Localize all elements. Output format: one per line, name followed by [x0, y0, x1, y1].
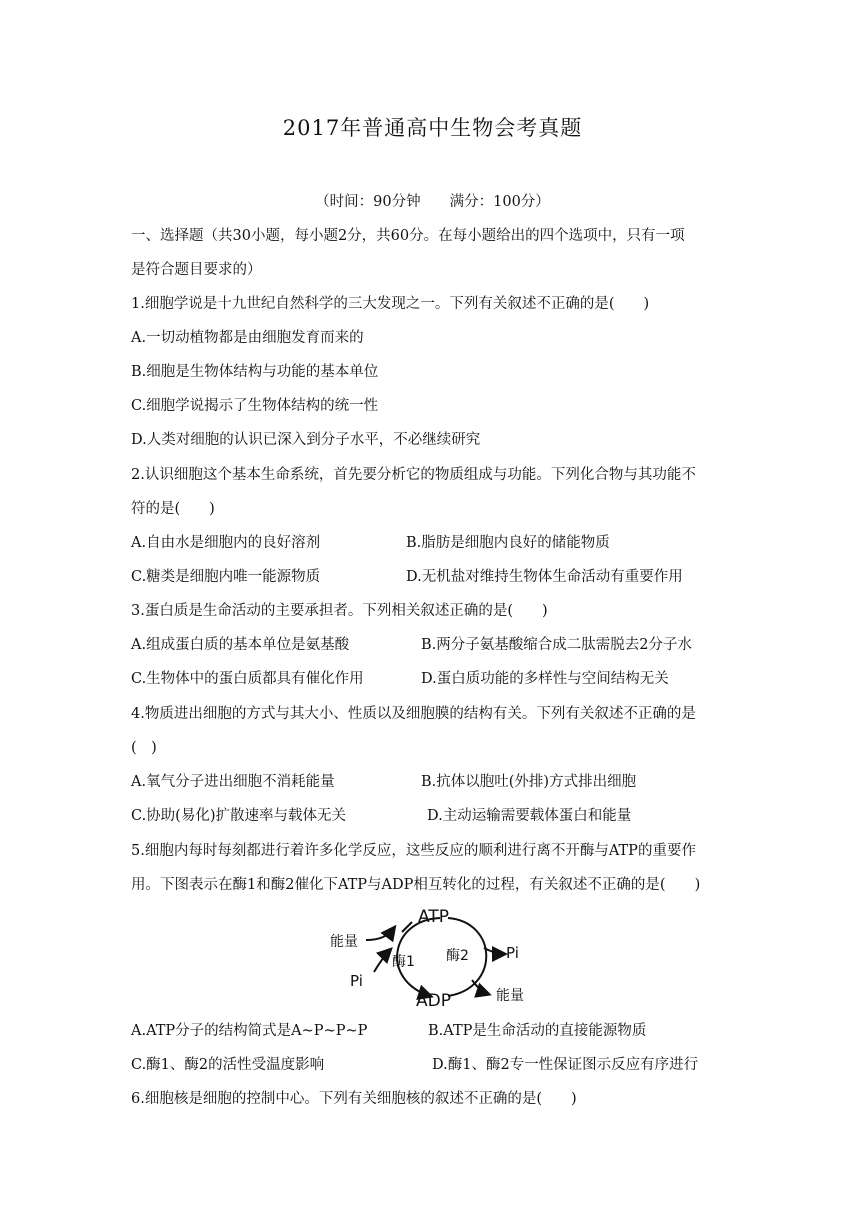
question-3-option-b: B.两分子氨基酸缩合成二肽需脱去2分子水 [421, 637, 692, 653]
question-4-option-b: B.抗体以胞吐(外排)方式排出细胞 [421, 774, 637, 790]
question-4-stem-line2: ( ) [131, 740, 157, 756]
question-5-option-a: A.ATP分子的结构简式是A~P~P~P [131, 1023, 368, 1039]
question-2-stem-line1: 2.认识细胞这个基本生命系统，首先要分析它的物质组成与功能。下列化合物与其功能不 [131, 467, 696, 483]
energy-in-label: 能量 [330, 934, 358, 950]
question-2-option-d: D.无机盐对维持生物体生命活动有重要作用 [406, 569, 683, 585]
question-4-option-c: C.协助(易化)扩散速率与载体无关 [131, 808, 346, 824]
energy-out-label: 能量 [496, 988, 524, 1004]
question-2-stem-line2: 符的是( ) [131, 501, 215, 517]
question-2-option-c: C.糖类是细胞内唯一能源物质 [131, 569, 321, 585]
question-1-option-d: D.人类对细胞的认识已深入到分子水平，不必继续研究 [131, 432, 481, 448]
question-1-option-c: C.细胞学说揭示了生物体结构的统一性 [131, 398, 379, 414]
atp-label: ATP [418, 907, 449, 927]
question-5-stem-line2: 用。下图表示在酶1和酶2催化下ATP与ADP相互转化的过程，有关叙述不正确的是( ) [131, 877, 701, 893]
question-3-option-a: A.组成蛋白质的基本单位是氨基酸 [131, 637, 350, 653]
question-3-option-c: C.生物体中的蛋白质都具有催化作用 [131, 671, 364, 687]
energy-in-arrow [366, 928, 394, 940]
question-4-option-a: A.氧气分子进出细胞不消耗能量 [131, 774, 335, 790]
pi-in-label: Pi [350, 972, 363, 990]
question-6-stem: 6.细胞核是细胞的控制中心。下列有关细胞核的叙述不正确的是( ) [131, 1091, 577, 1107]
exam-info: （时间：90分钟 满分：100分） [315, 194, 550, 210]
enzyme1-label: 酶1 [392, 954, 415, 970]
question-1-option-a: A.一切动植物都是由细胞发育而来的 [131, 330, 364, 346]
question-5-stem-line1: 5.细胞内每时每刻都进行着许多化学反应，这些反应的顺利进行离不开酶与ATP的重要作 [131, 843, 696, 859]
pi-in-arrow [374, 950, 390, 972]
atp-adp-cycle-diagram [320, 900, 560, 1010]
question-5-option-b: B.ATP是生命活动的直接能源物质 [428, 1023, 647, 1039]
question-3-stem: 3.蛋白质是生命活动的主要承担者。下列相关叙述正确的是( ) [131, 603, 548, 619]
question-1-stem: 1.细胞学说是十九世纪自然科学的三大发现之一。下列有关叙述不正确的是( ) [131, 296, 650, 312]
page-title: 2017年普通高中生物会考真题 [282, 116, 583, 140]
question-1-option-b: B.细胞是生物体结构与功能的基本单位 [131, 364, 379, 380]
enzyme2-label: 酶2 [446, 948, 469, 964]
adp-label: ADP [416, 991, 451, 1010]
question-2-option-b: B.脂肪是细胞内良好的储能物质 [406, 535, 610, 551]
question-4-option-d: D.主动运输需要载体蛋白和能量 [427, 808, 632, 824]
question-5-option-c: C.酶1、酶2的活性受温度影响 [131, 1057, 325, 1073]
question-2-option-a: A.自由水是细胞内的良好溶剂 [131, 535, 321, 551]
pi-out-label: Pi [506, 944, 519, 962]
section-instructions-line1: 一、选择题（共30小题，每小题2分，共60分。在每小题给出的四个选项中，只有一项 [131, 228, 685, 244]
question-3-option-d: D.蛋白质功能的多样性与空间结构无关 [421, 671, 669, 687]
section-instructions-line2: 是符合题目要求的） [131, 262, 262, 278]
energy-out-arrow [472, 980, 488, 994]
question-4-stem-line1: 4.物质进出细胞的方式与其大小、性质以及细胞膜的结构有关。下列有关叙述不正确的是 [131, 706, 696, 722]
question-5-option-d: D.酶1、酶2专一性保证图示反应有序进行 [432, 1057, 699, 1073]
